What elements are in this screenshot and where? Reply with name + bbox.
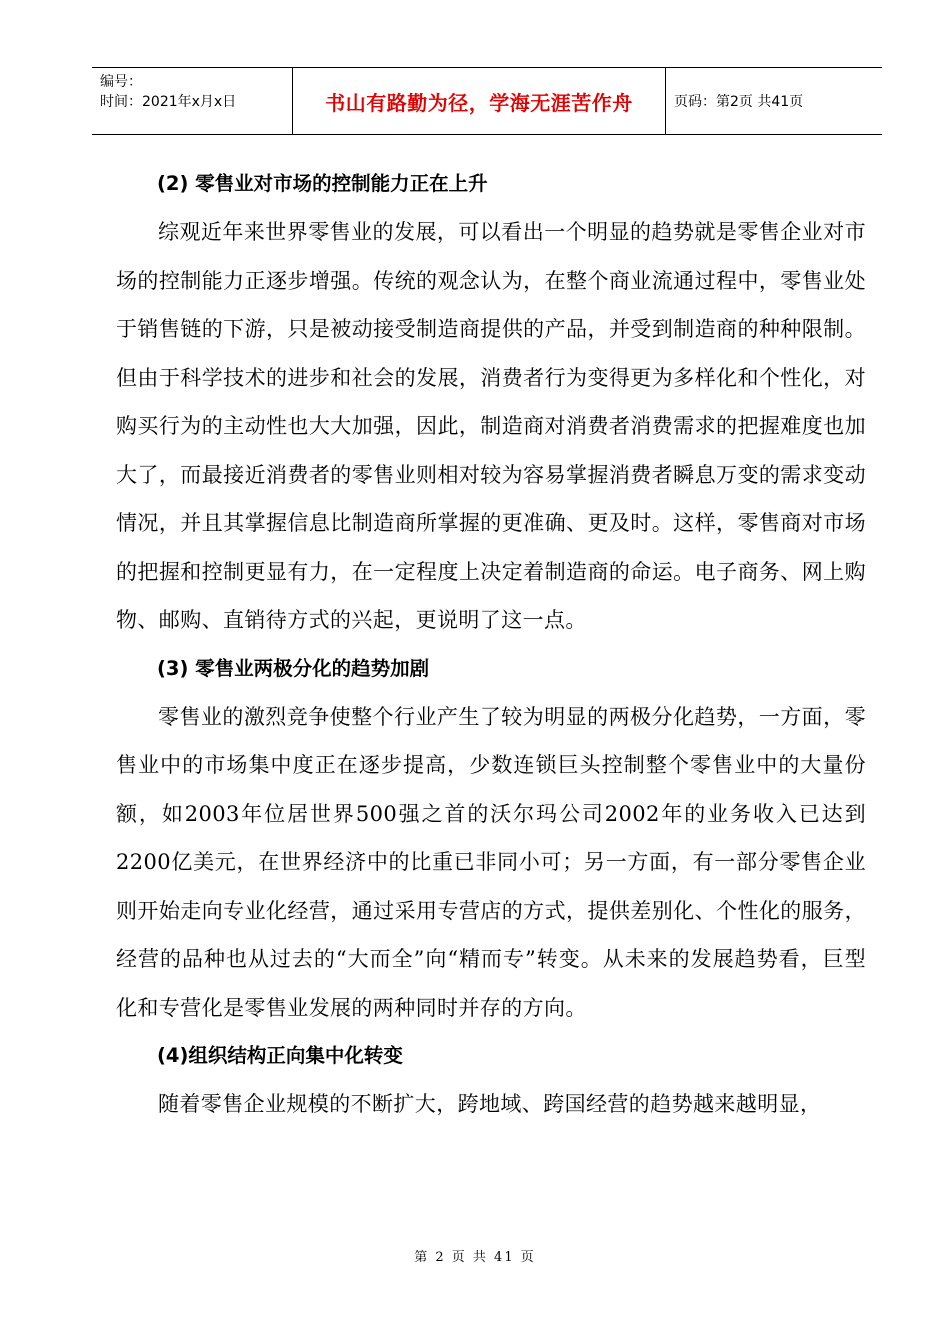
- section: [116, 645, 866, 1033]
- section: [116, 1032, 866, 1129]
- page-header: [92, 67, 882, 135]
- section-paragraph: 综观近年来世界零售业的发展，可以看出一个明显的趋势就是零售企业对市场的控制能力正逐步增强。传统的观念认为，在整个商业流通过程中，零售业处于销售链的下游，只是被动接受制造商提供的产品，并受到制造商的种种限制。但由于科学技术的进步和社会的发展，消费者行为变得更为多样化和个性化，对购买行为的主动性也大大加强，因此，制造商对消费者消费需求的把握难度也加大了，而最接近消费者的零售业则相对较为容易掌握消费者瞬息万变的需求变动情况，并且其掌握信息比制造商所掌握的更准确、更及时。这样，零售商对市场的把握和控制更显有力，在一定程度上决定着制造商的命运。电子商务、网上购物、邮购、直销待方式的兴起，更说明了这一点。: [116, 220, 866, 632]
- section-heading: (3) 零售业两极分化的趋势加剧: [157, 656, 430, 680]
- time-label: 时间：2021年x月x日: [100, 94, 237, 110]
- section-paragraph: 零售业的激烈竞争使整个行业产生了较为明显的两极分化趋势，一方面，零售业中的市场集中度正在逐步提高，少数连锁巨头控制整个零售业中的大量份额，如2003年位居世界500强之首的沃尔玛公司2002年的业务收入已达到2200亿美元，在世界经济中的比重已非同小可；另一方面，有一部分零售企业则开始走向专业化经营，通过采用专营店的方式，提供差别化、个性化的服务，经营的品种也从过去的“大而全”向“精而专”转变。从未来的发展趋势看，巨型化和专营化是零售业发展的两种同时并存的方向。: [116, 704, 866, 1020]
- serial-number-label: 编号：: [100, 74, 142, 90]
- section-paragraph: 随着零售企业规模的不断扩大，跨地域、跨国经营的趋势越来越明显，: [158, 1092, 822, 1116]
- header-page-number: 页码：第2页 共41页: [674, 93, 804, 110]
- header-motto: 书山有路勤为径，学海无涯苦作舟: [325, 91, 633, 115]
- header-meta-cell: [92, 68, 293, 135]
- section-heading: (4)组织结构正向集中化转变: [157, 1044, 403, 1067]
- section: [116, 160, 866, 645]
- header-page-cell: [666, 68, 882, 135]
- section-heading: (2) 零售业对市场的控制能力正在上升: [157, 172, 488, 195]
- page-footer: 第 2 页 共 41 页: [414, 1250, 536, 1265]
- header-motto-cell: [293, 68, 666, 135]
- document-body: [116, 160, 866, 1129]
